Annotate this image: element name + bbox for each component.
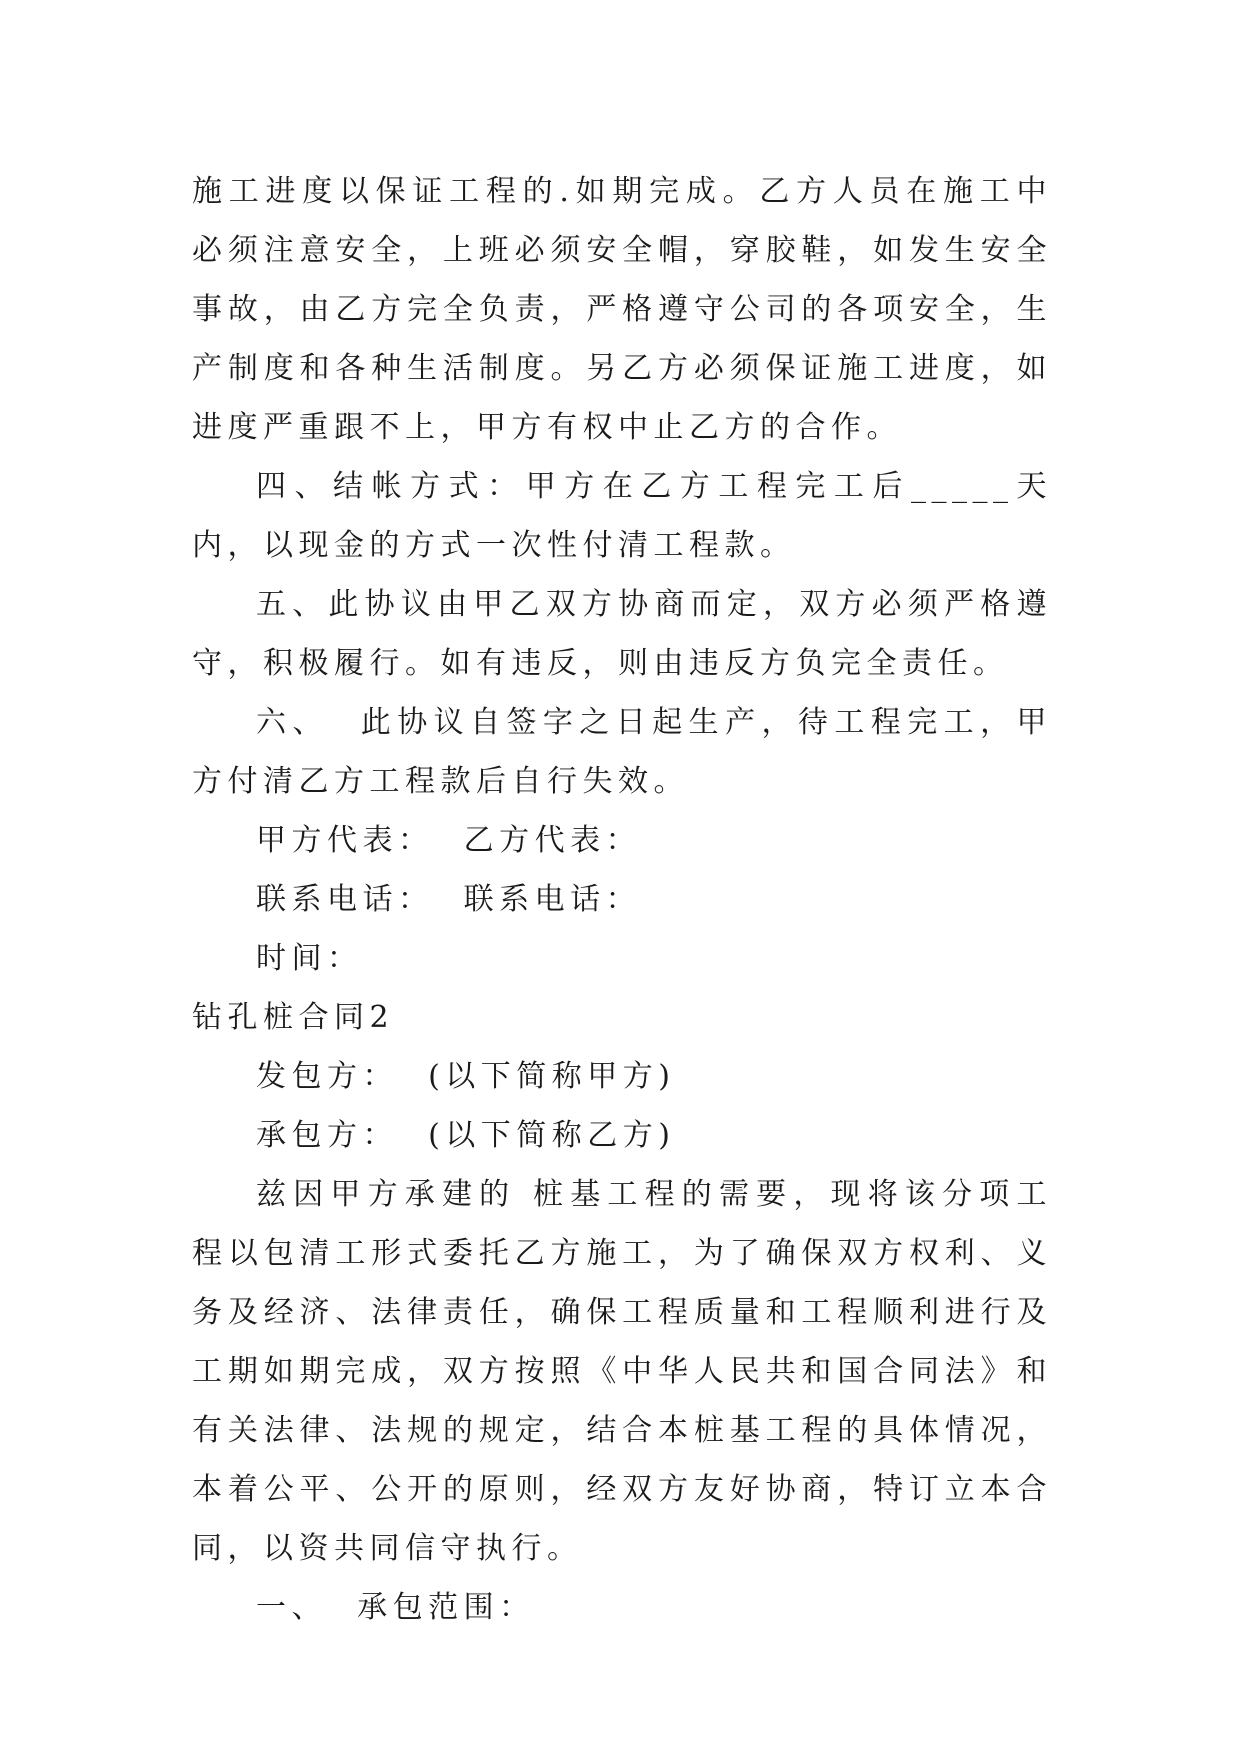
signature-representatives: 甲方代表： 乙方代表： [256, 823, 642, 858]
party-b-line: 承包方： (以下简称乙方) [256, 1118, 676, 1153]
contract-title: 钻孔桩合同2 [192, 1000, 395, 1035]
paragraph-effective-period: 六、 此协议自签字之日起生产，待工程完工，甲方付清乙方工程款后自行失效。 [192, 705, 1052, 799]
paragraph-construction-safety: 施工进度以保证工程的.如期完成。乙方人员在施工中必须注意安全，上班必须安全帽，穿胶鞋，如发生安全事故，由乙方完全负责，严格遵守公司的各项安全，生产制度和各种生活制度。另乙方必须保证施工进度，如进度严重跟不上，甲方有权中止乙方的合作。 [192, 174, 1052, 445]
paragraph-payment-method: 四、结帐方式：甲方在乙方工程完工后_____天内，以现金的方式一次性付清工程款。 [192, 469, 1052, 563]
section-scope-heading: 一、 承包范围： [256, 1590, 535, 1625]
signature-date: 时间： [256, 941, 363, 976]
document-body [192, 162, 1052, 1637]
signature-phones: 联系电话： 联系电话： [256, 882, 642, 917]
paragraph-contract-preamble: 兹因甲方承建的 桩基工程的需要，现将该分项工程以包清工形式委托乙方施工，为了确保双方权利、义务及经济、法律责任，确保工程质量和工程顺利进行及工期如期完成，双方按照《中华人民共和国合同法》和有关法律、法规的规定，结合本桩基工程的具体情况，本着公平、公开的原则，经双方友好协商，特订立本合同，以资共同信守执行。 [192, 1177, 1052, 1566]
paragraph-agreement-terms: 五、此协议由甲乙双方协商而定，双方必须严格遵守，积极履行。如有违反，则由违反方负完全责任。 [192, 587, 1052, 681]
party-a-line: 发包方： (以下简称甲方) [256, 1059, 676, 1094]
